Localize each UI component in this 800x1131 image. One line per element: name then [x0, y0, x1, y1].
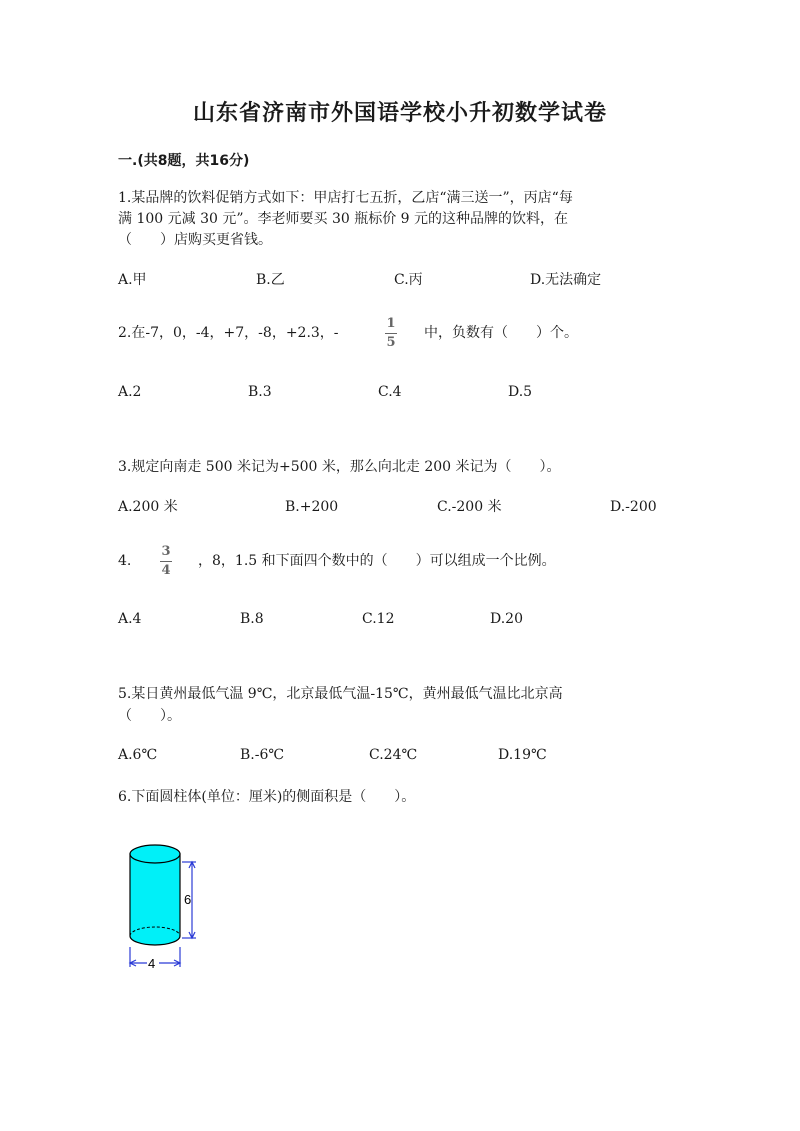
- q2-text-b: 中，负数有（ ）个。: [424, 325, 578, 341]
- page-title: 山东省济南市外国语学校小升初数学试卷: [192, 101, 607, 126]
- q1-line2: 满 100 元减 30 元”。李老师要买 30 瓶标价 9 元的这种品牌的饮料，在: [118, 211, 569, 227]
- q4-text: ，8，1.5 和下面四个数中的（ ）可以组成一个比例。: [198, 553, 556, 569]
- q5-option-c[interactable]: C.24℃: [369, 747, 418, 763]
- q4-option-a[interactable]: A.4: [118, 611, 142, 627]
- q2-text-a: 2.在-7，0，-4，+7，-8，+2.3，-: [118, 325, 339, 341]
- q4-fraction: [160, 544, 172, 579]
- q3-option-a[interactable]: A.200 米: [118, 499, 178, 515]
- q2-option-c[interactable]: C.4: [378, 384, 402, 400]
- q2-fraction: [385, 316, 397, 351]
- q4-option-c[interactable]: C.12: [362, 611, 395, 627]
- q4-option-b[interactable]: B.8: [240, 611, 264, 627]
- q6-text: 6.下面圆柱体(单位：厘米)的侧面积是（ ）。: [118, 789, 416, 805]
- q1-option-a[interactable]: A.甲: [118, 272, 147, 288]
- q5-line1: 5.某日黄州最低气温 9℃，北京最低气温-15℃，黄州最低气温比北京高: [118, 686, 563, 702]
- q2-fraction-denominator: 5: [386, 335, 396, 350]
- q1-option-c[interactable]: C.丙: [394, 272, 423, 288]
- fraction-bar: [385, 333, 397, 334]
- cylinder-body: [130, 854, 180, 945]
- diameter-label: 4: [148, 956, 156, 971]
- q1-line3: （ ）店购买更省钱。: [118, 232, 272, 248]
- q2-option-a[interactable]: A.2: [118, 384, 142, 400]
- q1-option-b[interactable]: B.乙: [256, 272, 285, 288]
- height-label: 6: [184, 892, 192, 907]
- q4-number: 4.: [118, 553, 132, 569]
- q3-option-c[interactable]: C.-200 米: [437, 499, 502, 515]
- q5-option-b[interactable]: B.-6℃: [240, 747, 285, 763]
- q2-option-d[interactable]: D.5: [508, 384, 533, 400]
- q3-option-b[interactable]: B.+200: [285, 499, 339, 515]
- cylinder-top-ellipse: [130, 845, 180, 863]
- q3-option-d[interactable]: D.-200: [610, 499, 657, 515]
- q1-line1: 1.某品牌的饮料促销方式如下：甲店打七五折，乙店“满三送一”，丙店“每: [118, 190, 573, 206]
- q1-option-d[interactable]: D.无法确定: [530, 272, 602, 288]
- q3-text: 3.规定向南走 500 米记为+500 米，那么向北走 200 米记为（ ）。: [118, 459, 561, 475]
- q5-option-a[interactable]: A.6℃: [118, 747, 158, 763]
- q4-fraction-denominator: 4: [161, 563, 171, 578]
- q4-option-d[interactable]: D.20: [490, 611, 523, 627]
- q5-line2: （ ）。: [118, 708, 181, 724]
- q4-fraction-numerator: 3: [161, 544, 171, 559]
- fraction-bar: [160, 561, 172, 562]
- cylinder-figure: [118, 832, 218, 977]
- q5-option-d[interactable]: D.19℃: [498, 747, 547, 763]
- q2-option-b[interactable]: B.3: [248, 384, 272, 400]
- section-heading: 一.(共8题，共16分): [118, 153, 250, 169]
- q2-fraction-numerator: 1: [386, 316, 396, 331]
